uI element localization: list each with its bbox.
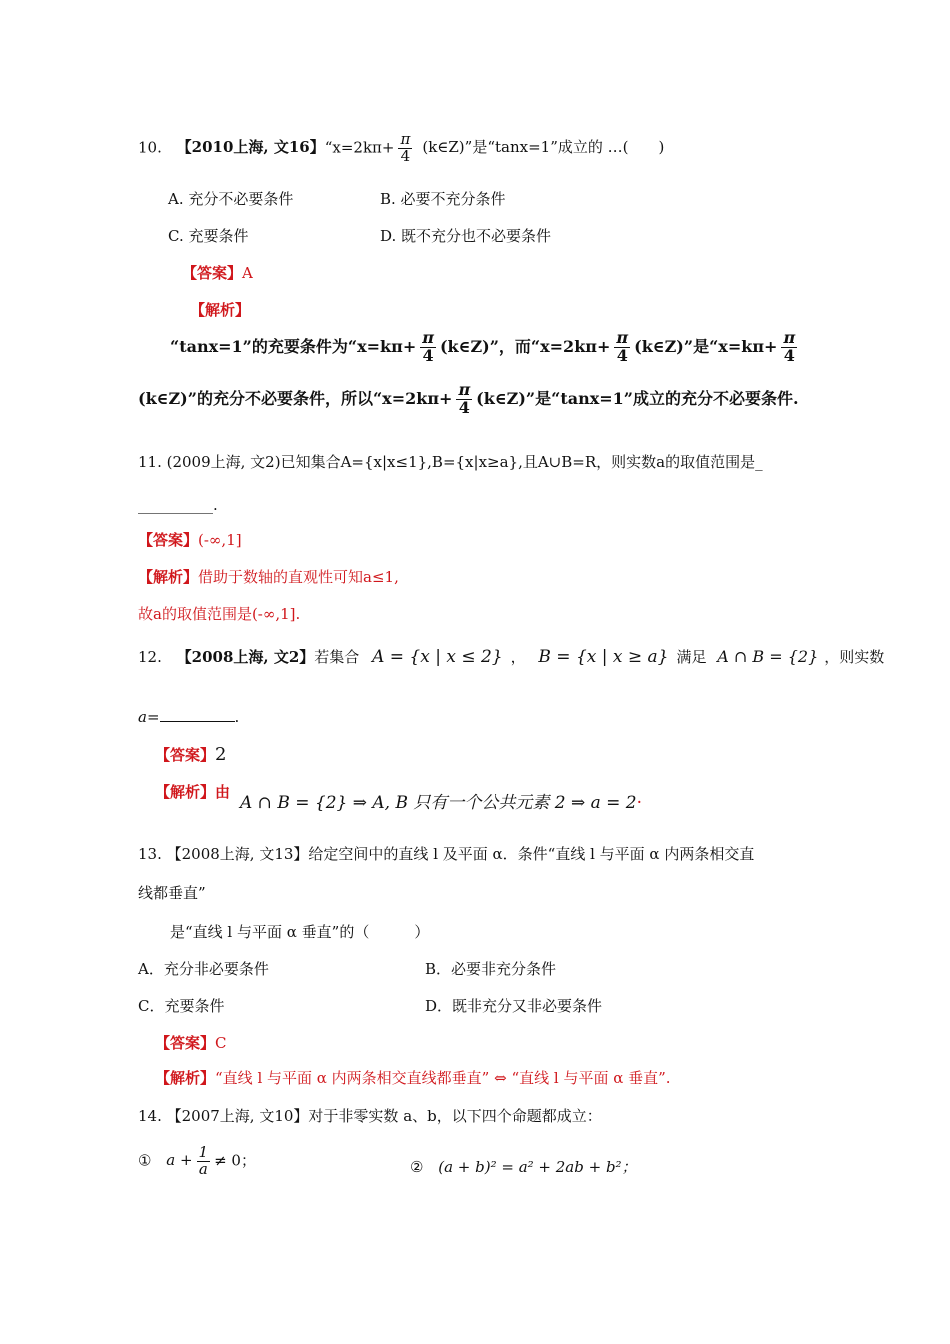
answer-tag: 【答案】 [182,264,243,282]
q12-answer [155,744,226,766]
q12-solution-tag: 【解析】由 [155,783,231,801]
answer-value: (-∞,1] [198,531,242,549]
q12-solution: A ∩ B = {2} ⇒ A, B 只有一个公共元素 2 ⇒ a = 2· [240,793,643,813]
q11-solution-line2: 故a的取值范围是(-∞,1]. [138,605,301,623]
answer-tag: 【答案】 [155,746,216,764]
q12-set-a: A = {x | x ≤ 2} [372,647,503,667]
q10-solution-line1: “tanx=1”的充要条件为“x=kπ+ $\frac{\pi}{4}$ (k∈Z)”，而“x=2kπ+ $\frac{\pi}{4}$ (k∈Z)”是“x=kπ+ $\frac{\pi}{4}$ [170,328,796,365]
q11-blank: __________. [138,496,218,514]
q12-source: 【2008上海, 文2】 [176,648,315,666]
q10-source: 【2010上海, 文16】 [176,138,325,157]
q10-stem [138,132,664,165]
answer-value: 2 [215,744,227,765]
q10-option-a: A. 充分不必要条件 [168,190,294,208]
q12-stem: 12. 【2008上海, 文2】若集合 A = {x | x ≤ 2} ， B = {x | x ≥ a} 满足 A ∩ B = {2} ，则实数 [138,647,885,667]
q10-solution-tag: 【解析】 [190,301,251,319]
q10-number: 10. [138,138,162,157]
q10-fraction: $\frac{\pi}{4}$ [400,130,411,165]
q14-proposition-1: ① a + $\frac{1}{a}$ ≠ 0； [138,1143,256,1178]
q12-blank: a= . [138,708,240,726]
q11-answer [138,531,242,549]
q13-option-b: B．必要非充分条件 [425,960,557,978]
q13-option-c: C．充要条件 [138,997,225,1015]
answer-value: C [215,1034,227,1052]
q14-proposition-2: ② (a + b)² = a² + 2ab + b²； [410,1158,637,1176]
q12-condition: A ∩ B = {2} [717,647,819,666]
solution-tag: 【解析】 [155,1069,216,1087]
q11-stem: 11. (2009上海, 文2)已知集合A={x|x≤1},B={x|x≥a},且A∪B=R，则实数a的取值范围是_ [138,453,763,471]
q13-stem-line2: 线都垂直” [138,884,206,902]
q11-solution-line1: 【解析】借助于数轴的直观性可知a≤1, [138,568,399,586]
q10-answer [182,264,253,282]
q10-condition-a: “x=2kπ+ [324,138,395,157]
q13-option-a: A．充分非必要条件 [138,960,269,978]
q10-option-d: D. 既不充分也不必要条件 [380,227,552,245]
answer-value: A [242,264,253,282]
q10-option-c: C. 充要条件 [168,227,249,245]
q13-stem-line1: 13. 【2008上海, 文13】给定空间中的直线 l 及平面 α．条件“直线 l 与平面 α 内两条相交直 [138,845,755,863]
q10-solution-line2: (k∈Z)”的充分不必要条件，所以“x=2kπ+ $\frac{\pi}{4}$ (k∈Z)”是“tanx=1”成立的充分不必要条件. [138,380,799,417]
q10-condition-b: (k∈Z)”是“tanx=1”成立的 …( ) [422,138,665,157]
q12-number: 12. [138,648,162,666]
q14-stem: 14. 【2007上海, 文10】对于非零实数 a、b，以下四个命题都成立： [138,1107,602,1125]
answer-tag: 【答案】 [138,531,199,549]
q13-stem-line3: 是“直线 l 与平面 α 垂直”的（ ） [170,923,430,941]
q13-option-d: D．既非充分又非必要条件 [425,997,603,1015]
q13-answer [155,1034,227,1052]
answer-tag: 【答案】 [155,1034,216,1052]
q10-option-b: B. 必要不充分条件 [380,190,506,208]
solution-tag: 【解析】 [138,568,199,586]
q13-solution: 【解析】“直线 l 与平面 α 内两条相交直线都垂直” ⇔ “直线 l 与平面 α 垂直”. [155,1069,671,1087]
blank-line [160,709,235,722]
q12-set-b: B = {x | x ≥ a} [538,647,669,667]
